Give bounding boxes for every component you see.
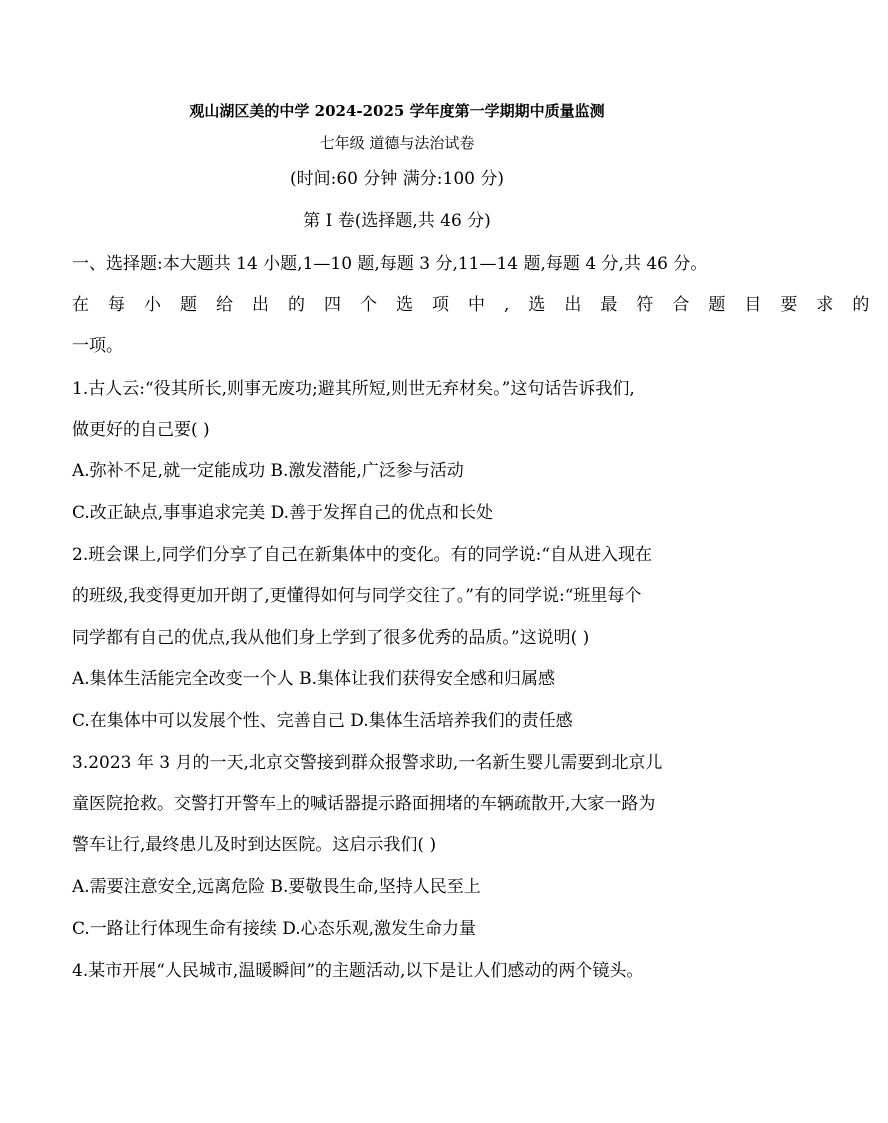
volume-title: 第 I 卷(选择题,共 46 分) — [303, 211, 491, 231]
question-stem-line: 4.某市开展“人民城市,温暖瞬间”的主题活动,以下是让人们感动的两个镜头。 — [72, 961, 644, 981]
question-options-line: A.集体生活能完全改变一个人 B.集体让我们获得安全感和归属感 — [72, 669, 555, 689]
question-stem-line: 同学都有自己的优点,我从他们身上学到了很多优秀的品质。”这说明( ) — [72, 628, 590, 648]
question-options-line: C.改正缺点,事事追求完美 D.善于发挥自己的优点和长处 — [72, 503, 494, 523]
instructions-line-2: 在每小题给出的四个选项中,选出最符合题目要求的 — [72, 295, 888, 315]
question-options-line: C.一路让行体现生命有接续 D.心态乐观,激发生命力量 — [72, 919, 477, 939]
question-stem-line: 童医院抢救。交警打开警车上的喊话器提示路面拥堵的车辆疏散开,大家一路为 — [72, 794, 656, 814]
question-stem-line: 3.2023 年 3 月的一天,北京交警接到群众报警求助,一名新生婴儿需要到北京儿 — [72, 753, 663, 773]
question-stem-line: 2.班会课上,同学们分享了自己在新集体中的变化。有的同学说:“自从进入现在 — [72, 545, 653, 565]
time-info: (时间:60 分钟 满分:100 分) — [289, 169, 504, 189]
question-stem-line: 的班级,我变得更加开朗了,更懂得如何与同学交往了。”有的同学说:“班里每个 — [72, 586, 642, 606]
subject-title: 七年级 道德与法治试卷 — [319, 134, 475, 152]
instructions-line-3: 一项。 — [72, 336, 123, 356]
question-stem-line: 1.古人云:“役其所长,则事无废功;避其所短,则世无弃材矣。”这句话告诉我们, — [72, 379, 635, 399]
question-options-line: C.在集体中可以发展个性、完善自己 D.集体生活培养我们的责任感 — [72, 711, 573, 731]
question-options-line: A.弥补不足,就一定能成功 B.激发潜能,广泛参与活动 — [72, 461, 464, 481]
question-stem-line: 做更好的自己要( ) — [72, 420, 210, 440]
exam-title: 观山湖区美的中学 2024-2025 学年度第一学期期中质量监测 — [189, 102, 605, 120]
question-stem-line: 警车让行,最终患儿及时到达医院。这启示我们( ) — [72, 835, 437, 855]
instructions-line-1: 一、选择题:本大题共 14 小题,1—10 题,每题 3 分,11—14 题,每题 4 分,共 46 分。 — [72, 254, 708, 274]
question-options-line: A.需要注意安全,远离危险 B.要敬畏生命,坚持人民至上 — [72, 877, 481, 897]
